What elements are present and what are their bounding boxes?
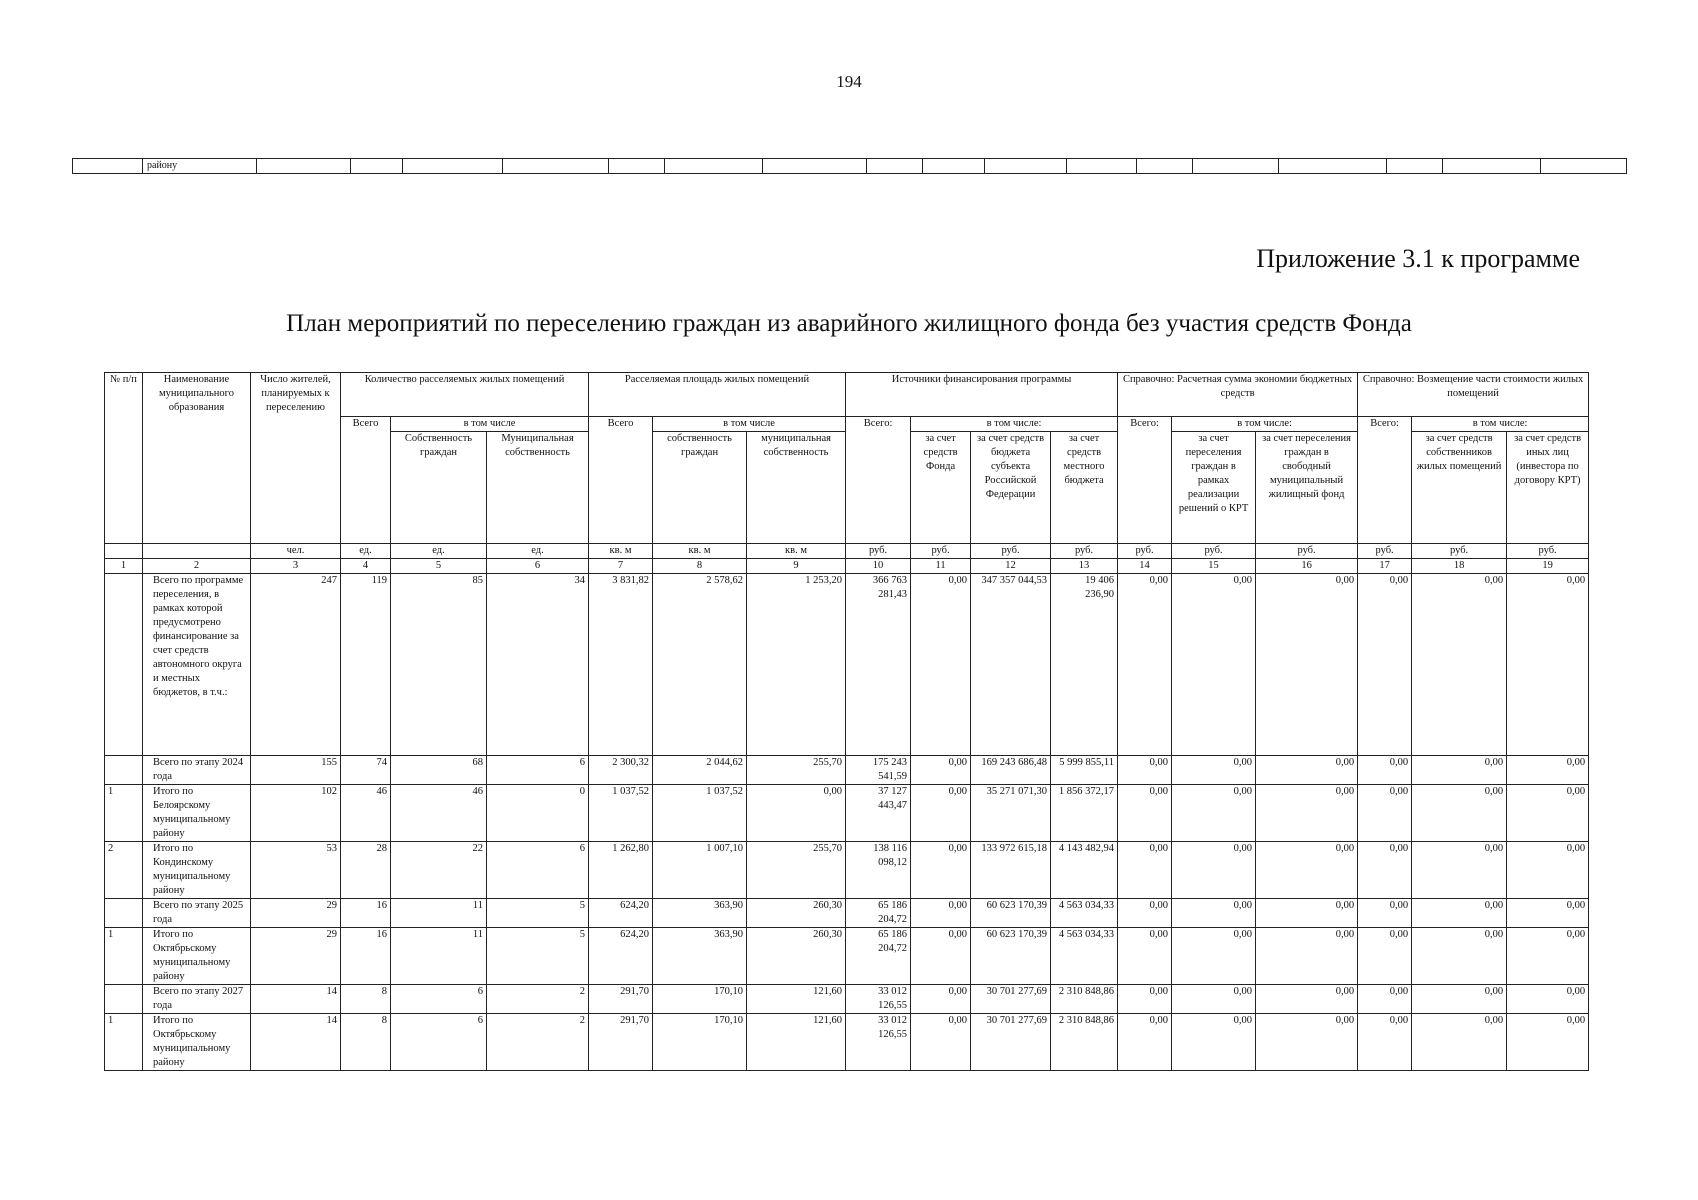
row-value: 19 406 236,90 — [1051, 574, 1118, 756]
row-value: 0,00 — [1358, 842, 1412, 899]
row-value: 74 — [341, 756, 391, 785]
row-value: 0,00 — [1256, 1014, 1358, 1071]
row-value: 53 — [251, 842, 341, 899]
row-value: 4 563 034,33 — [1051, 899, 1118, 928]
row-value: 46 — [341, 785, 391, 842]
row-value: 0,00 — [1172, 842, 1256, 899]
col-number: 11 — [911, 559, 971, 574]
row-value: 0,00 — [1256, 899, 1358, 928]
table-row — [105, 928, 1589, 985]
row-value: 11 — [391, 899, 487, 928]
header-total-compensation: Всего: — [1358, 417, 1412, 544]
row-value: 0,00 — [1507, 574, 1589, 756]
row-name: Итого по Белоярскому муниципальному району — [143, 785, 251, 842]
row-value: 2 310 848,86 — [1051, 1014, 1118, 1071]
table-row — [105, 1014, 1589, 1071]
row-value: 121,60 — [747, 1014, 846, 1071]
row-value: 22 — [391, 842, 487, 899]
row-value: 0,00 — [1118, 928, 1172, 985]
col-number: 10 — [846, 559, 911, 574]
row-value: 30 701 277,69 — [971, 985, 1051, 1014]
header-finance-group: Источники финансирования программы — [846, 373, 1118, 417]
row-value: 0,00 — [1412, 899, 1507, 928]
row-value: 0,00 — [1507, 1014, 1589, 1071]
row-value: 0,00 — [1172, 785, 1256, 842]
row-value: 33 012 126,55 — [846, 1014, 911, 1071]
header-total-finance: Всего: — [846, 417, 911, 544]
row-value: 0,00 — [1256, 574, 1358, 756]
row-value: 35 271 071,30 — [971, 785, 1051, 842]
row-value: 0,00 — [911, 785, 971, 842]
row-value: 255,70 — [747, 756, 846, 785]
header-incl: в том числе — [391, 417, 589, 432]
row-value: 0,00 — [1412, 785, 1507, 842]
row-value: 0,00 — [1118, 785, 1172, 842]
row-value: 2 300,32 — [589, 756, 653, 785]
row-value: 2 — [487, 1014, 589, 1071]
header-free-fund: за счет переселения граждан в свободный муниципальный жилищный фонд — [1256, 432, 1358, 544]
table-row — [105, 785, 1589, 842]
row-value: 4 143 482,94 — [1051, 842, 1118, 899]
header-economy-group: Справочно: Расчетная сумма экономии бюджетных средств — [1118, 373, 1358, 417]
row-value: 363,90 — [653, 928, 747, 985]
row-value: 0,00 — [1507, 842, 1589, 899]
row-value: 0,00 — [1412, 985, 1507, 1014]
header-area-group: Расселяемая площадь жилых помещений — [589, 373, 846, 417]
row-value: 0,00 — [1172, 1014, 1256, 1071]
row-name: Итого по Кондинскому муниципальному району — [143, 842, 251, 899]
row-value: 291,70 — [589, 1014, 653, 1071]
header-local-budget: за счет средств местного бюджета — [1051, 432, 1118, 544]
col-number: 7 — [589, 559, 653, 574]
header-own-citizens-area: собственность граждан — [653, 432, 747, 544]
row-number: 1 — [105, 785, 143, 842]
column-numbers-row — [105, 559, 1589, 574]
row-value: 1 856 372,17 — [1051, 785, 1118, 842]
resettlement-plan-table — [104, 372, 1589, 1071]
row-value: 0,00 — [1118, 899, 1172, 928]
unit-cell: ед. — [391, 544, 487, 559]
row-value: 0,00 — [1412, 842, 1507, 899]
row-value: 4 563 034,33 — [1051, 928, 1118, 985]
row-value: 0,00 — [1172, 756, 1256, 785]
row-number — [105, 985, 143, 1014]
header-total-area: Всего — [589, 417, 653, 544]
row-value: 102 — [251, 785, 341, 842]
row-value: 0 — [487, 785, 589, 842]
row-value: 0,00 — [1358, 899, 1412, 928]
row-value: 29 — [251, 899, 341, 928]
row-value: 175 243 541,59 — [846, 756, 911, 785]
row-value: 1 037,52 — [589, 785, 653, 842]
row-value: 0,00 — [1256, 785, 1358, 842]
unit-cell: руб. — [1507, 544, 1589, 559]
row-number — [105, 899, 143, 928]
unit-cell: кв. м — [747, 544, 846, 559]
row-value: 0,00 — [1507, 785, 1589, 842]
header-other-investors: за счет средств иных лиц (инвестора по договору КРТ) — [1507, 432, 1589, 544]
row-value: 14 — [251, 1014, 341, 1071]
row-name: Всего по этапу 2025 года — [143, 899, 251, 928]
row-value: 0,00 — [1358, 785, 1412, 842]
table-row — [105, 899, 1589, 928]
header-krt-resettle: за счет переселения граждан в рамках реализации решений о КРТ — [1172, 432, 1256, 544]
header-num: № п/п — [105, 373, 143, 544]
row-value: 247 — [251, 574, 341, 756]
unit-cell: руб. — [1051, 544, 1118, 559]
col-number: 4 — [341, 559, 391, 574]
unit-cell: ед. — [487, 544, 589, 559]
row-value: 169 243 686,48 — [971, 756, 1051, 785]
row-value: 0,00 — [1172, 928, 1256, 985]
unit-cell: руб. — [1358, 544, 1412, 559]
row-value: 6 — [391, 985, 487, 1014]
carry-cell — [73, 159, 143, 174]
row-value: 0,00 — [1172, 899, 1256, 928]
unit-cell: руб. — [1412, 544, 1507, 559]
header-incl: в том числе — [653, 417, 846, 432]
row-value: 28 — [341, 842, 391, 899]
row-value: 155 — [251, 756, 341, 785]
col-number: 6 — [487, 559, 589, 574]
row-value: 1 007,10 — [653, 842, 747, 899]
row-value: 260,30 — [747, 928, 846, 985]
row-value: 30 701 277,69 — [971, 1014, 1051, 1071]
row-value: 624,20 — [589, 928, 653, 985]
row-value: 0,00 — [1507, 899, 1589, 928]
unit-cell: чел. — [251, 544, 341, 559]
row-value: 0,00 — [911, 1014, 971, 1071]
row-value: 0,00 — [1358, 756, 1412, 785]
row-value: 1 262,80 — [589, 842, 653, 899]
header-compensation-group: Справочно: Возмещение части стоимости жилых помещений — [1358, 373, 1589, 417]
row-value: 0,00 — [1358, 928, 1412, 985]
row-value: 0,00 — [911, 985, 971, 1014]
header-total-economy: Всего: — [1118, 417, 1172, 544]
table-row — [105, 574, 1589, 756]
row-value: 29 — [251, 928, 341, 985]
row-number — [105, 756, 143, 785]
col-number: 8 — [653, 559, 747, 574]
unit-cell: кв. м — [589, 544, 653, 559]
col-number: 13 — [1051, 559, 1118, 574]
header-total-rooms: Всего — [341, 417, 391, 544]
header-incl: в том числе: — [1172, 417, 1358, 432]
row-value: 68 — [391, 756, 487, 785]
row-value: 8 — [341, 985, 391, 1014]
row-name: Всего по программе переселения, в рамках которой предусмотрено финансирование за счет средств автономного округа и местных бюджетов, в т.ч.: — [143, 574, 251, 756]
row-number: 1 — [105, 1014, 143, 1071]
row-value: 0,00 — [1412, 1014, 1507, 1071]
unit-cell: руб. — [1118, 544, 1172, 559]
row-value: 133 972 615,18 — [971, 842, 1051, 899]
col-number: 17 — [1358, 559, 1412, 574]
table-row — [105, 756, 1589, 785]
row-value: 0,00 — [911, 574, 971, 756]
row-value: 65 186 204,72 — [846, 899, 911, 928]
row-value: 60 623 170,39 — [971, 899, 1051, 928]
row-value: 0,00 — [1118, 756, 1172, 785]
appendix-label: Приложение 3.1 к программе — [1256, 244, 1580, 273]
header-fund: за счет средств Фонда — [911, 432, 971, 544]
row-value: 291,70 — [589, 985, 653, 1014]
row-value: 0,00 — [911, 928, 971, 985]
document-title: План мероприятий по переселению граждан из аварийного жилищного фонда без участия средств Фонда — [286, 310, 1412, 337]
row-value: 121,60 — [747, 985, 846, 1014]
row-value: 5 — [487, 899, 589, 928]
row-value: 0,00 — [1412, 928, 1507, 985]
carry-cell-text: району — [143, 159, 257, 174]
header-municipal-own: Муниципальная собственность — [487, 432, 589, 544]
row-value: 0,00 — [1412, 756, 1507, 785]
row-value: 0,00 — [1118, 574, 1172, 756]
row-value: 0,00 — [1507, 928, 1589, 985]
row-value: 170,10 — [653, 985, 747, 1014]
row-value: 0,00 — [1358, 574, 1412, 756]
row-value: 366 763 281,43 — [846, 574, 911, 756]
row-value: 363,90 — [653, 899, 747, 928]
row-value: 119 — [341, 574, 391, 756]
row-value: 37 127 443,47 — [846, 785, 911, 842]
row-value: 1 253,20 — [747, 574, 846, 756]
data-rows — [105, 574, 1589, 1071]
col-number: 9 — [747, 559, 846, 574]
row-number: 2 — [105, 842, 143, 899]
unit-cell: руб. — [1172, 544, 1256, 559]
unit-cell: кв. м — [653, 544, 747, 559]
row-value: 16 — [341, 899, 391, 928]
row-value: 11 — [391, 928, 487, 985]
carry-over-row — [72, 158, 1627, 174]
row-value: 0,00 — [911, 842, 971, 899]
row-value: 5 999 855,11 — [1051, 756, 1118, 785]
row-name: Всего по этапу 2024 года — [143, 756, 251, 785]
row-number — [105, 574, 143, 756]
col-number: 16 — [1256, 559, 1358, 574]
row-value: 2 — [487, 985, 589, 1014]
row-value: 33 012 126,55 — [846, 985, 911, 1014]
row-value: 0,00 — [911, 899, 971, 928]
row-value: 34 — [487, 574, 589, 756]
row-value: 0,00 — [1118, 842, 1172, 899]
col-number: 1 — [105, 559, 143, 574]
row-value: 2 578,62 — [653, 574, 747, 756]
row-value: 170,10 — [653, 1014, 747, 1071]
col-number: 2 — [143, 559, 251, 574]
row-value: 85 — [391, 574, 487, 756]
row-value: 260,30 — [747, 899, 846, 928]
unit-cell: руб. — [971, 544, 1051, 559]
header-own-citizens: Собственность граждан — [391, 432, 487, 544]
row-value: 1 037,52 — [653, 785, 747, 842]
row-value: 0,00 — [1256, 928, 1358, 985]
row-value: 2 310 848,86 — [1051, 985, 1118, 1014]
row-value: 8 — [341, 1014, 391, 1071]
col-number: 5 — [391, 559, 487, 574]
row-value: 347 357 044,53 — [971, 574, 1051, 756]
header-residents: Число жителей, планируемых к переселению — [251, 373, 341, 544]
row-value: 0,00 — [1507, 985, 1589, 1014]
row-value: 0,00 — [1256, 842, 1358, 899]
unit-cell: руб. — [911, 544, 971, 559]
row-value: 0,00 — [1412, 574, 1507, 756]
col-number: 3 — [251, 559, 341, 574]
row-value: 0,00 — [911, 756, 971, 785]
table-row — [105, 842, 1589, 899]
row-value: 0,00 — [1256, 756, 1358, 785]
col-number: 14 — [1118, 559, 1172, 574]
unit-cell: руб. — [1256, 544, 1358, 559]
row-value: 0,00 — [1256, 985, 1358, 1014]
row-value: 624,20 — [589, 899, 653, 928]
row-value: 5 — [487, 928, 589, 985]
row-value: 6 — [391, 1014, 487, 1071]
row-value: 0,00 — [1172, 574, 1256, 756]
header-incl: в том числе: — [1412, 417, 1589, 432]
header-municipal-own-area: муниципальная собственность — [747, 432, 846, 544]
row-value: 46 — [391, 785, 487, 842]
row-number: 1 — [105, 928, 143, 985]
unit-cell: руб. — [846, 544, 911, 559]
row-value: 0,00 — [1507, 756, 1589, 785]
table-row — [105, 985, 1589, 1014]
row-name: Итого по Октябрьскому муниципальному району — [143, 928, 251, 985]
row-value: 6 — [487, 756, 589, 785]
row-value: 255,70 — [747, 842, 846, 899]
row-value: 65 186 204,72 — [846, 928, 911, 985]
units-row — [105, 544, 1589, 559]
col-number: 18 — [1412, 559, 1507, 574]
row-value: 60 623 170,39 — [971, 928, 1051, 985]
col-number: 12 — [971, 559, 1051, 574]
row-value: 0,00 — [1118, 985, 1172, 1014]
page-number: 194 — [836, 72, 862, 91]
row-value: 0,00 — [1358, 1014, 1412, 1071]
header-subject-budget: за счет средств бюджета субъекта Российской Федерации — [971, 432, 1051, 544]
col-number: 19 — [1507, 559, 1589, 574]
row-value: 3 831,82 — [589, 574, 653, 756]
row-value: 6 — [487, 842, 589, 899]
row-value: 2 044,62 — [653, 756, 747, 785]
row-value: 0,00 — [1172, 985, 1256, 1014]
row-value: 0,00 — [747, 785, 846, 842]
row-value: 0,00 — [1358, 985, 1412, 1014]
col-number: 15 — [1172, 559, 1256, 574]
header-rooms-group: Количество расселяемых жилых помещений — [341, 373, 589, 417]
row-value: 0,00 — [1118, 1014, 1172, 1071]
row-name: Итого по Октябрьскому муниципальному району — [143, 1014, 251, 1071]
header-incl: в том числе: — [911, 417, 1118, 432]
unit-cell: ед. — [341, 544, 391, 559]
header-owners-funds: за счет средств собственников жилых помещений — [1412, 432, 1507, 544]
row-name: Всего по этапу 2027 года — [143, 985, 251, 1014]
header-name: Наименование муниципального образования — [143, 373, 251, 544]
row-value: 138 116 098,12 — [846, 842, 911, 899]
row-value: 16 — [341, 928, 391, 985]
row-value: 14 — [251, 985, 341, 1014]
